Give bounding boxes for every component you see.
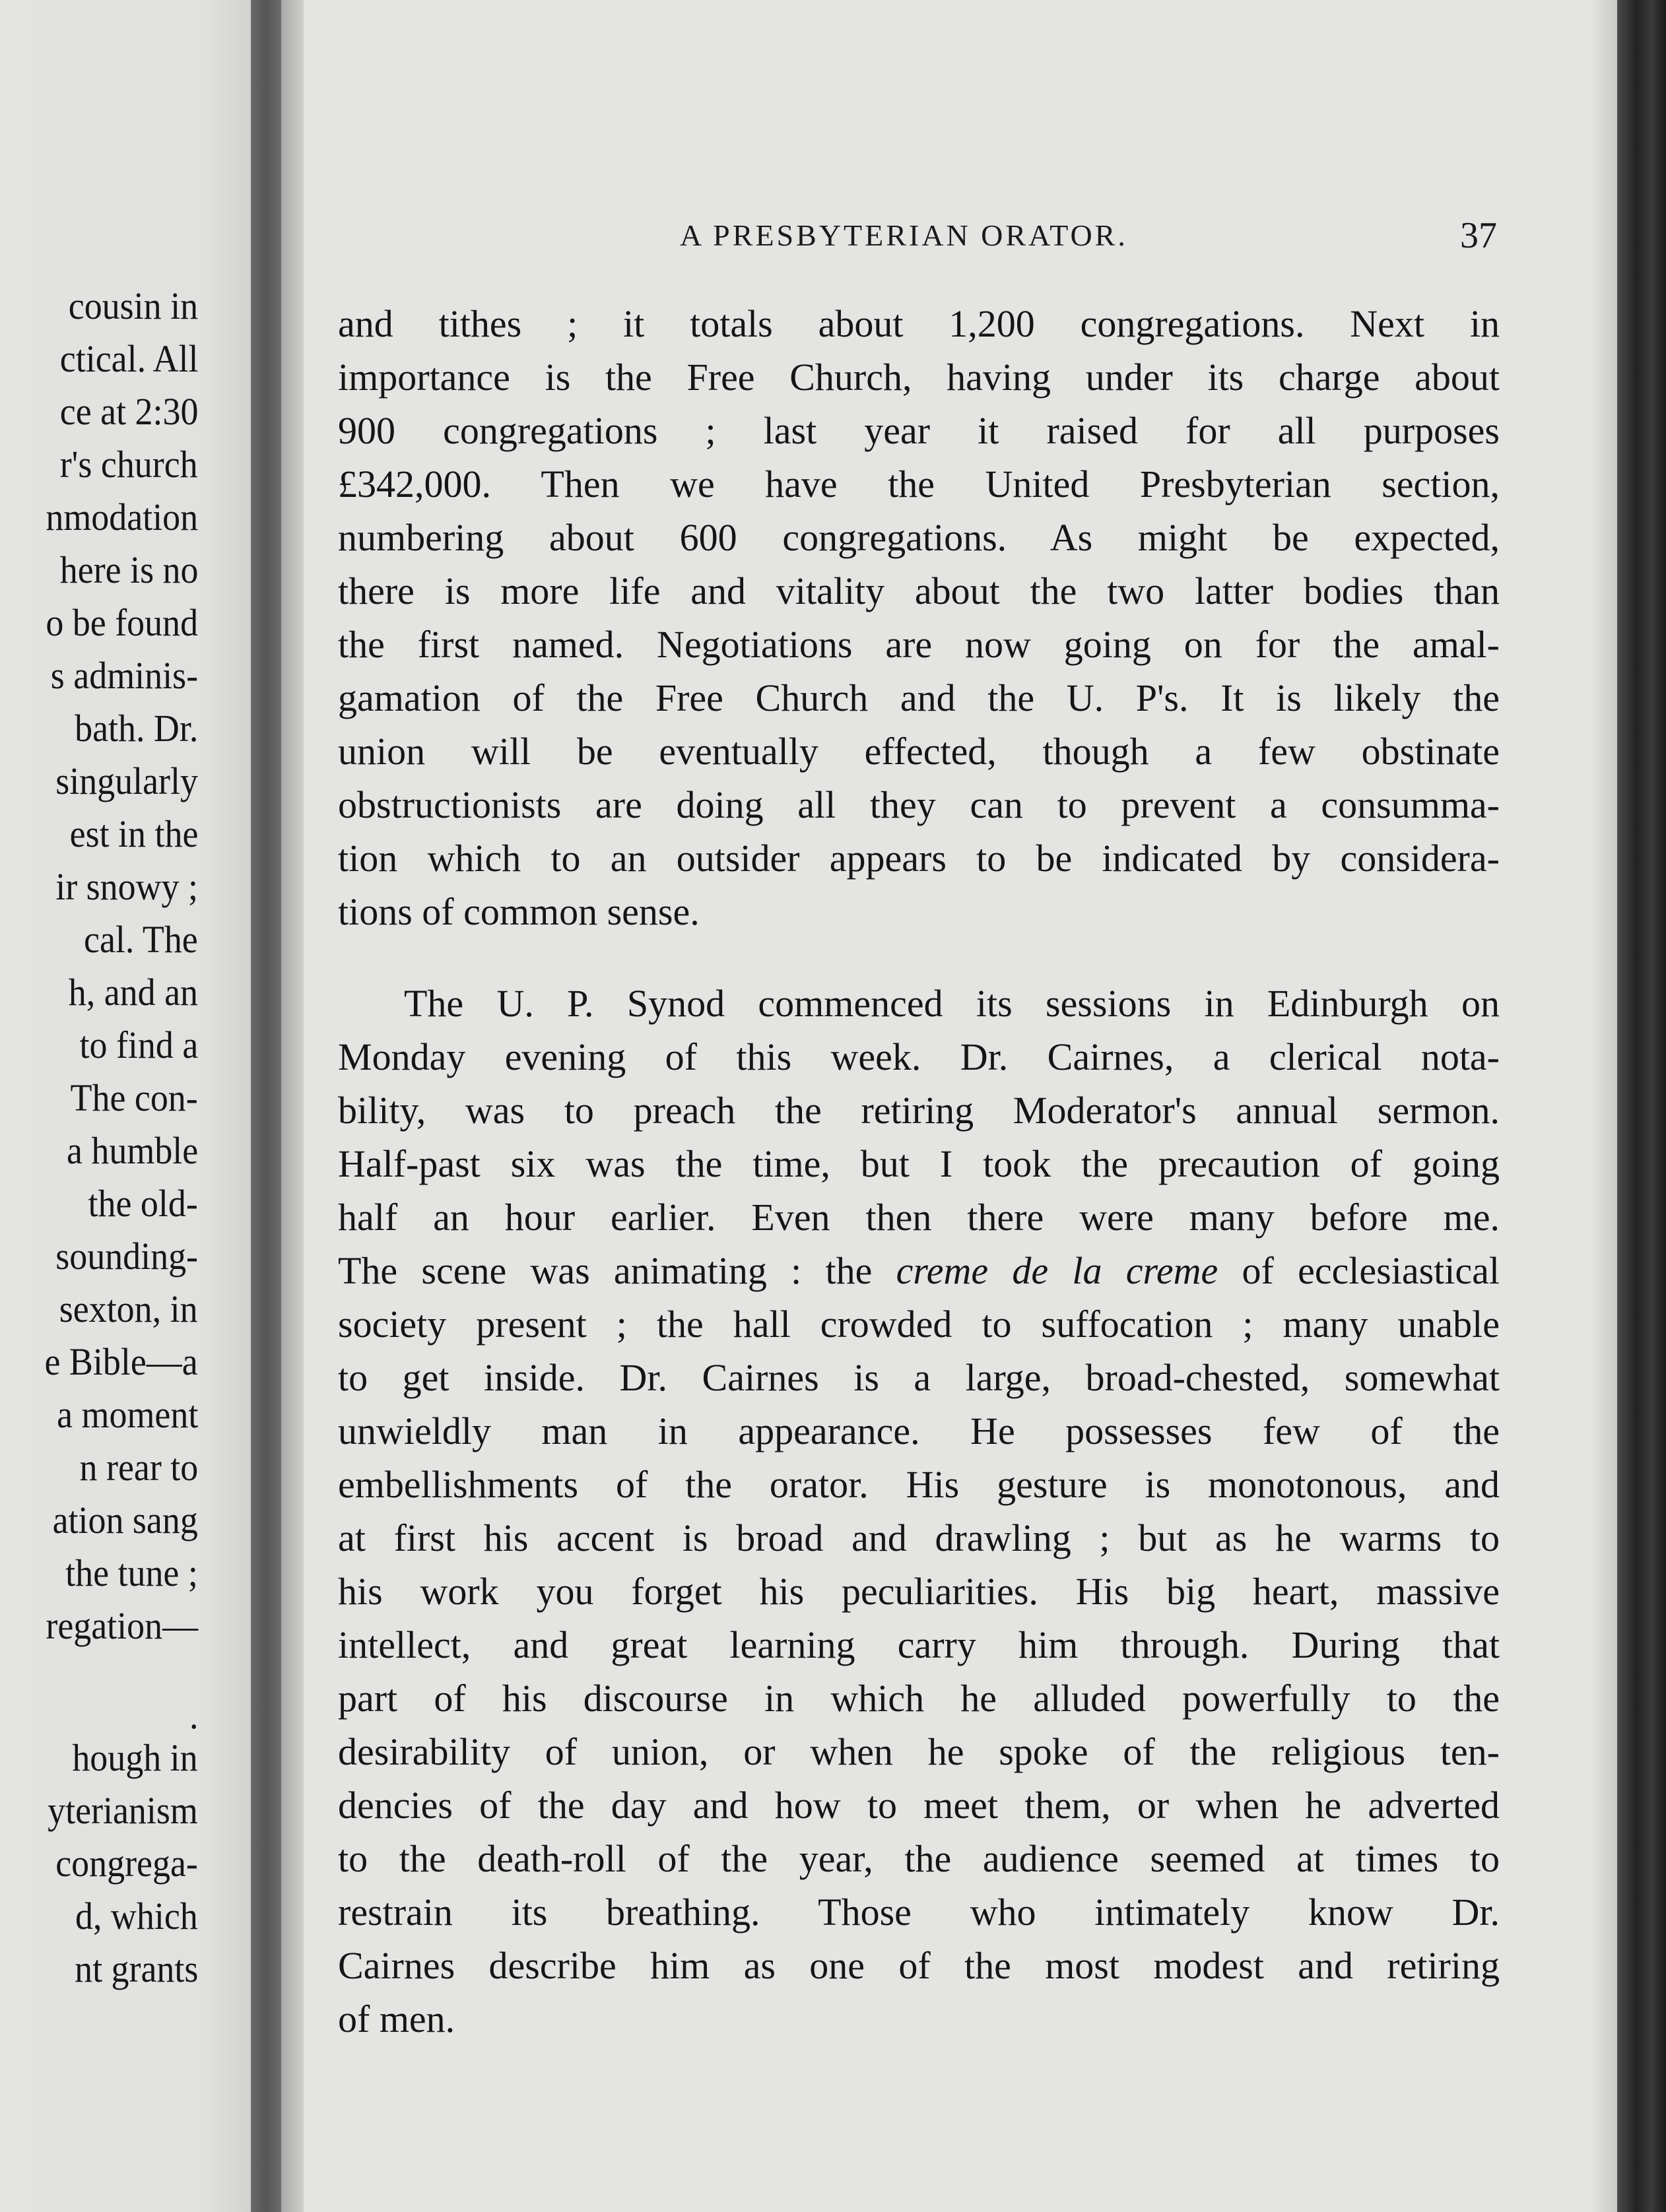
page-number: 37 [1460,215,1497,256]
text-line: dencies of the day and how to meet them, or when he adverted [338,1784,1500,1827]
left-page-line: a humble [66,1129,198,1172]
text-line: embellishments of the orator. His gesture is monotonous, and [338,1463,1500,1506]
left-page-line: singularly [55,760,198,802]
left-page-line: to find a [79,1024,198,1066]
left-page-line: ce at 2:30 [59,390,198,433]
left-page-line: ctical. All [59,337,198,380]
text-line: of men. [338,1998,455,2040]
text-line: Cairnes describe him as one of the most modest and retiring [338,1944,1500,1987]
left-page-line: the old- [88,1182,198,1225]
left-page-line: r's church [60,443,198,486]
left-page-line: the tune ; [65,1551,198,1594]
paragraph-1 [338,297,1500,938]
left-page-line: hough in [72,1736,198,1779]
left-page-line: cousin in [68,284,198,327]
left-page-line: e Bible—a [44,1340,198,1383]
text-line: Monday evening of this week. Dr. Cairnes, a clerical nota- [338,1035,1500,1078]
left-page-line: sexton, in [59,1287,198,1330]
left-page-line: cal. The [84,918,198,961]
left-page-line: nmodation [46,496,198,538]
left-page-line: n rear to [79,1446,198,1489]
page-stack-edge [1617,0,1666,2212]
text-line: importance is the Free Church, having under its charge about [338,356,1500,399]
text-line: £342,000. Then we have the United Presbyterian section, [338,463,1500,505]
text-line: gamation of the Free Church and the U. P's. It is likely the [338,676,1500,719]
text-line: tions of common sense. [338,890,700,933]
text-line: 900 congregations ; last year it raised for all purposes [338,409,1500,452]
previous-page-fragment [0,0,251,2212]
left-page-line: sounding- [55,1235,198,1278]
paragraph-2 [338,977,1500,2046]
left-page-line: s adminis- [50,654,198,697]
text-line: The U. P. Synod commenced its sessions in Edinburgh on [404,982,1500,1025]
text-line: and tithes ; it totals about 1,200 congregations. Next in [338,302,1500,345]
text-line: unwieldly man in appearance. He possesses few of the [338,1410,1500,1452]
left-page-line: o be found [46,601,198,644]
gutter-shadow [281,0,304,2212]
book-gutter [251,0,281,2212]
left-page-line: The con- [70,1076,198,1119]
text-line: tion which to an outsider appears to be indicated by considera- [338,837,1500,880]
left-page-line: here is no [59,548,198,591]
left-page-line: . [189,1694,198,1737]
left-page-line: a moment [56,1393,198,1436]
text-line: society present ; the hall crowded to suffocation ; many unable [338,1303,1500,1346]
left-page-line: ir snowy ; [55,865,198,908]
text-line: to the death-roll of the year, the audience seemed at times to [338,1837,1500,1880]
left-page-line: bath. Dr. [74,707,198,750]
paragraph-gap [338,938,1500,977]
text-line: part of his discourse in which he alluded powerfully to the [338,1677,1500,1720]
page-edge-shadow [1591,0,1617,2212]
text-line: numbering about 600 congregations. As might be expected, [338,516,1500,559]
text-line: intellect, and great learning carry him through. During that [338,1623,1500,1666]
text-line: union will be eventually effected, though a few obstinate [338,730,1500,773]
text-line: bility, was to preach the retiring Moderator's annual sermon. [338,1089,1500,1132]
left-page-line: ation sang [52,1499,198,1542]
text-line-with-italic [338,1244,1500,1297]
text-line: restrain its breathing. Those who intimately know Dr. [338,1891,1500,1934]
left-page-line: nt grants [74,1947,198,1990]
italic-phrase: creme de la creme [896,1249,1218,1292]
text-line: at first his accent is broad and drawling ; but as he warms to [338,1516,1500,1559]
page-body [338,297,1500,2046]
text-line: the first named. Negotiations are now going on for the amal- [338,623,1500,666]
text-line: half an hour earlier. Even then there were many before me. [338,1196,1500,1239]
text-line: to get inside. Dr. Cairnes is a large, broad-chested, somewhat [338,1356,1500,1399]
left-page-line: regation— [46,1604,198,1647]
left-page-line: congrega- [55,1842,198,1885]
text-segment: of ecclesiastical [1242,1249,1500,1292]
text-line: desirability of union, or when he spoke of the religious ten- [338,1730,1500,1773]
left-page-line: yterianism [48,1789,198,1832]
running-head: A PRESBYTERIAN ORATOR. [680,218,1128,252]
left-page-line: h, and an [68,971,198,1014]
text-segment: The scene was animating : the [338,1249,873,1292]
text-line: there is more life and vitality about the two latter bodies than [338,569,1500,612]
text-line: his work you forget his peculiarities. His big heart, massive [338,1570,1500,1613]
text-line: obstructionists are doing all they can to prevent a consumma- [338,783,1500,826]
left-page-line: est in the [69,812,198,855]
text-line: Half-past six was the time, but I took the precaution of going [338,1142,1500,1185]
left-page-line: d, which [75,1895,198,1937]
